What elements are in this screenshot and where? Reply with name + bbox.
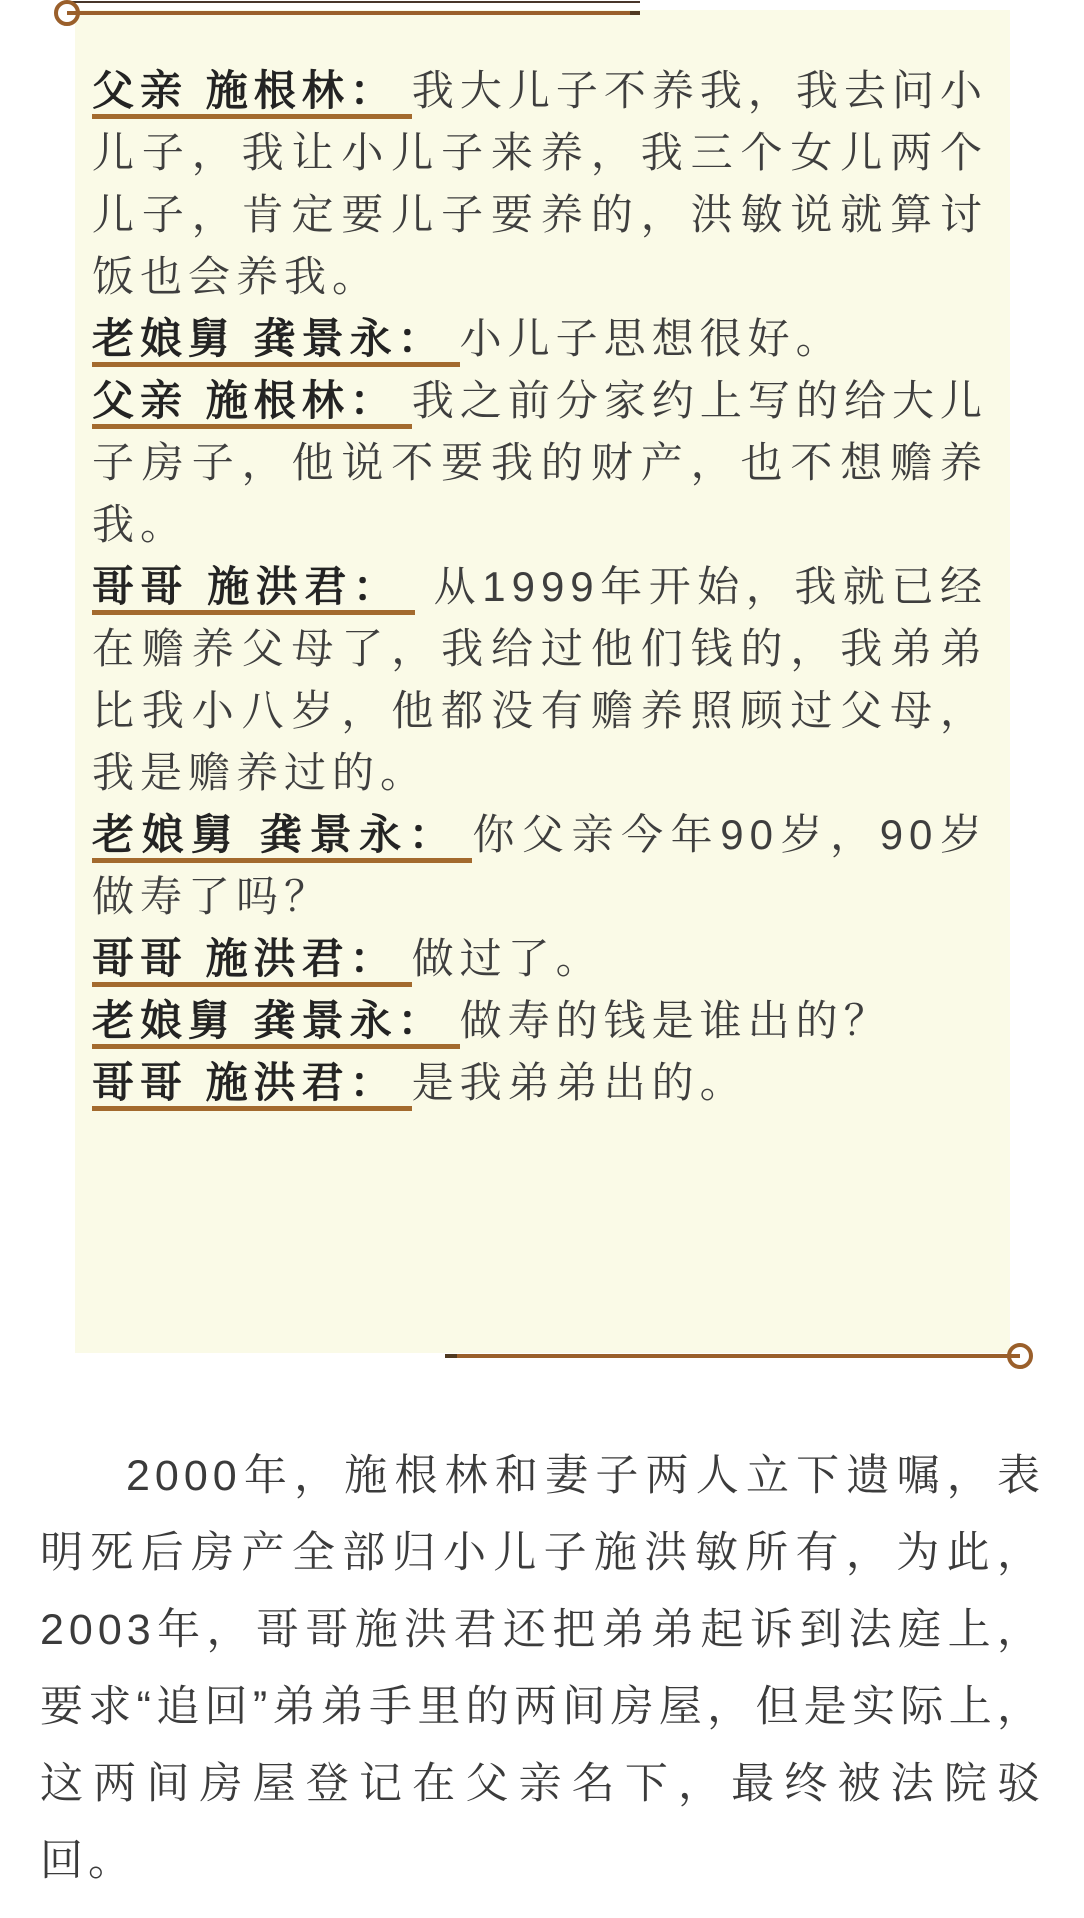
dialogue-speech: [92, 60, 988, 308]
speaker-name: 老娘舅 龚景永：: [92, 811, 472, 863]
speech-text: 从1999年开始，我就已经在赡养父母了，我给过他们钱的，我弟弟比我小八岁，他都没有赡养照顾过父母，我是赡养过的。: [92, 563, 988, 796]
speech-text: 做寿的钱是谁出的？: [459, 997, 892, 1044]
speech-text: 你父亲今年90岁，90岁做寿了吗？: [92, 811, 988, 920]
dialogue-speech: [92, 370, 988, 556]
speech-text: 做过了。: [411, 935, 604, 982]
speaker-name: 父亲 施根林：: [92, 67, 412, 119]
dialogue-speech: [92, 1052, 988, 1114]
dialogue-speech: [92, 990, 988, 1052]
speaker-name: 父亲 施根林：: [92, 377, 412, 429]
speech-list: [92, 60, 988, 1114]
speaker-name: 哥哥 施洪君：: [92, 1059, 412, 1111]
article-paragraph: 2000年，施根林和妻子两人立下遗嘱，表明死后房产全部归小儿子施洪敏所有，为此，2003年，哥哥施洪君还把弟弟起诉到法庭上，要求“追回”弟弟手里的两间房屋，但是实际上，这两间房屋登记在父亲名下，最终被法院驳回。: [40, 1452, 1045, 1885]
bottom-divider-circle-icon: [1009, 1345, 1031, 1367]
speech-text: 是我弟弟出的。: [411, 1059, 748, 1106]
speech-text: 我之前分家约上写的给大儿子房子，他说不要我的财产，也不想赡养我。: [92, 377, 988, 548]
dialogue-speech: [92, 556, 988, 804]
dialogue-speech: [92, 928, 988, 990]
dialogue-quote-box: [75, 10, 1010, 1353]
speaker-name: 老娘舅 龚景永：: [92, 315, 460, 367]
speech-text: 小儿子思想很好。: [459, 315, 844, 362]
speaker-name: 哥哥 施洪君：: [92, 935, 412, 987]
dialogue-speech: [92, 308, 988, 370]
dialogue-speech: [92, 804, 988, 928]
speech-text: 我大儿子不养我，我去问小儿子，我让小儿子来养，我三个女儿两个儿子，肯定要儿子要养的，洪敏说就算讨饭也会养我。: [92, 67, 988, 300]
speaker-name: 哥哥 施洪君：: [92, 563, 415, 615]
speaker-name: 老娘舅 龚景永：: [92, 997, 460, 1049]
